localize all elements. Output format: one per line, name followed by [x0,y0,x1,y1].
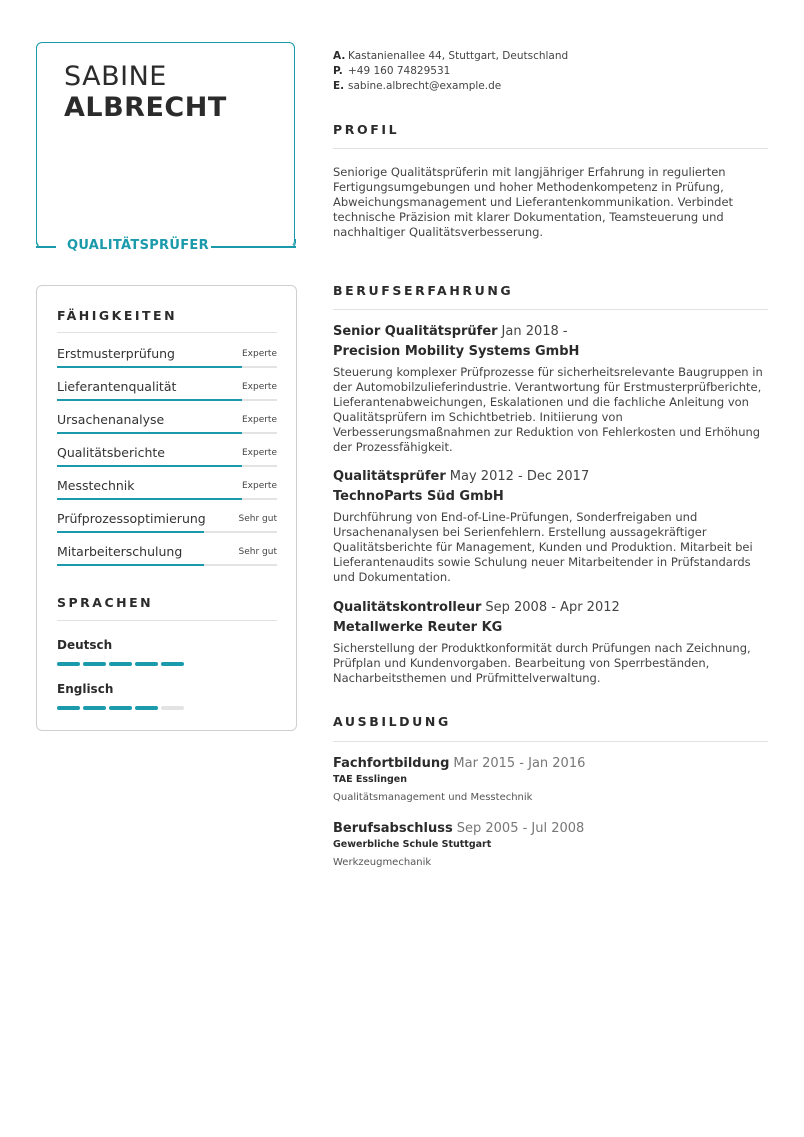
contact-address-key: A. [333,50,346,62]
skill-level: Experte [241,448,277,458]
skill-level: Experte [241,481,277,491]
job-role: Senior Qualitätsprüfer [333,324,498,339]
skill-bar-track [57,399,277,401]
job-header [333,599,769,617]
language-level-dot-filled [161,662,184,666]
job-dates: Sep 2008 - Apr 2012 [485,600,620,615]
contact-email-value[interactable]: sabine.albrecht@example.de [348,80,502,92]
skill-bar-track [57,531,277,533]
skill-name: Erstmusterprüfung [57,346,175,361]
skill-name: Qualitätsberichte [57,445,165,460]
contact-email [333,79,568,94]
contact-email-key: E. [333,80,345,92]
contact-phone-value: +49 160 74829531 [348,65,451,77]
contact-phone-key: P. [333,65,343,77]
skill-bar-track [57,432,277,434]
skill-bar-track [57,498,277,500]
education-entry [333,820,769,868]
skill-bar-track [57,465,277,467]
skill-row [57,445,277,471]
contact-address-value: Kastanienallee 44, Stuttgart, Deutschland [348,50,569,62]
language-level-dot-filled [83,706,106,710]
skills-heading-rule [57,332,277,333]
education-school: TAE Esslingen [333,774,407,785]
contact-address [333,49,568,64]
job-entry [333,468,769,585]
education-entry [333,755,769,803]
language-level-dot-empty [161,706,184,710]
job-company: Precision Mobility Systems GmbH [333,344,580,359]
language-level-dot-filled [57,706,80,710]
skill-level: Sehr gut [238,514,277,524]
skill-name: Messtechnik [57,478,135,493]
skill-row [57,379,277,405]
job-company: TechnoParts Süd GmbH [333,489,504,504]
skill-level: Experte [241,382,277,392]
skill-bar-fill [57,366,242,368]
language-level-indicator [57,662,197,667]
language-level-indicator [57,706,197,711]
education-header [333,820,769,838]
skill-row [57,511,277,537]
job-description: Durchführung von End-of-Line-Prüfungen, Sonderfreigaben und Ursachenanalysen bei Serienfehlern. Erstellung aussagekräftiger Qualitätsberichte für Management, Kunden und Produktion. Mitarbeit bei Lieferantenaudits sowie Schulung neuer Mitarbeitender in Prüfstandards und Dokumentation. [333,510,753,584]
education-dates: Sep 2005 - Jul 2008 [456,821,585,836]
job-title: QUALITÄTSPRÜFER [67,238,209,253]
job-dates: May 2012 - Dec 2017 [449,469,590,484]
education-heading: AUSBILDUNG [333,714,451,729]
last-name: ALBRECHT [64,92,227,123]
skill-row [57,544,277,570]
skill-bar-track [57,564,277,566]
contact-phone [333,64,568,79]
job-description: Sicherstellung der Produktkonformität durch Prüfungen nach Zeichnung, Prüfplan und Kundenvorgaben. Bearbeitung von Sperrbeständen, Nacharbeitsthemen und Prüfmittelverwaltung. [333,641,751,685]
job-role: Qualitätsprüfer [333,469,446,484]
job-entry [333,599,769,686]
profile-text: Seniorige Qualitätsprüferin mit langjähriger Erfahrung in regulierten Fertigungsumgebungen und hoher Methodenkompetenz in Prüfung, Abweichungsmanagement und Lieferantenkommunikation. Verbindet technische Präzision mit klarer Dokumentation, Teamsteuerung und nachhaltiger Qualitätsverbesserung. [333,165,734,239]
skill-bar-fill [57,399,242,401]
card-bottom-rule-left [36,246,56,248]
card-corner-right [287,239,296,248]
skill-bar-fill [57,498,242,500]
language-name: Englisch [57,682,114,696]
skill-row [57,346,277,372]
profile-heading: PROFIL [333,122,400,137]
job-role: Qualitätskontrolleur [333,600,482,615]
education-degree: Berufsabschluss [333,821,453,836]
skills-card [36,285,297,731]
education-field: Werkzeugmechanik [333,857,432,868]
job-header [333,468,769,486]
language-level-dot-filled [109,706,132,710]
card-bottom-rule-right [206,246,296,248]
skill-bar-fill [57,432,242,434]
language-level-dot-filled [109,662,132,666]
skill-name: Ursachenanalyse [57,412,165,427]
languages-heading-rule [57,620,277,621]
language-level-dot-filled [135,662,158,666]
skill-row [57,478,277,504]
skill-bar-fill [57,531,204,533]
skill-level: Sehr gut [238,547,277,557]
skill-name: Prüfprozessoptimierung [57,511,206,526]
skill-name: Mitarbeiterschulung [57,544,183,559]
job-entry [333,323,769,455]
language-name: Deutsch [57,638,113,652]
skills-heading: FÄHIGKEITEN [57,308,178,323]
profile-rule [333,148,768,149]
language-level-dot-filled [135,706,158,710]
education-header [333,755,769,773]
education-rule [333,741,768,742]
language-level-dot-filled [83,662,106,666]
education-field: Qualitätsmanagement und Messtechnik [333,792,533,803]
language-level-dot-filled [57,662,80,666]
job-header [333,323,769,341]
skill-row [57,412,277,438]
job-description: Steuerung komplexer Prüfprozesse für sicherheitsrelevante Baugruppen in der Automobilzulieferindustrie. Verantwortung für Erstmusterprüfberichte, Lieferantenabweichungen, Eskalationen und die fachliche Anleitung von Qualitätsprüfern im Schichtbetrieb. Initiierung von Verbesserungsmaßnahmen zur Reduktion von Fehlerkosten und Erhöhung der Prozessfähigkeit. [333,365,763,454]
skill-bar-track [57,366,277,368]
skill-name: Lieferantenqualität [57,379,177,394]
languages-heading: SPRACHEN [57,595,154,610]
skill-bar-fill [57,465,242,467]
contact-block [333,49,568,94]
job-dates: Jan 2018 - [501,324,568,339]
experience-heading: BERUFSERFAHRUNG [333,283,514,298]
experience-rule [333,309,768,310]
first-name: SABINE [64,61,167,92]
skill-level: Experte [241,415,277,425]
name-card [36,42,295,247]
skill-bar-fill [57,564,204,566]
education-dates: Mar 2015 - Jan 2016 [453,756,586,771]
skill-level: Experte [241,349,277,359]
education-degree: Fachfortbildung [333,756,450,771]
education-school: Gewerbliche Schule Stuttgart [333,839,492,850]
job-company: Metallwerke Reuter KG [333,620,503,635]
